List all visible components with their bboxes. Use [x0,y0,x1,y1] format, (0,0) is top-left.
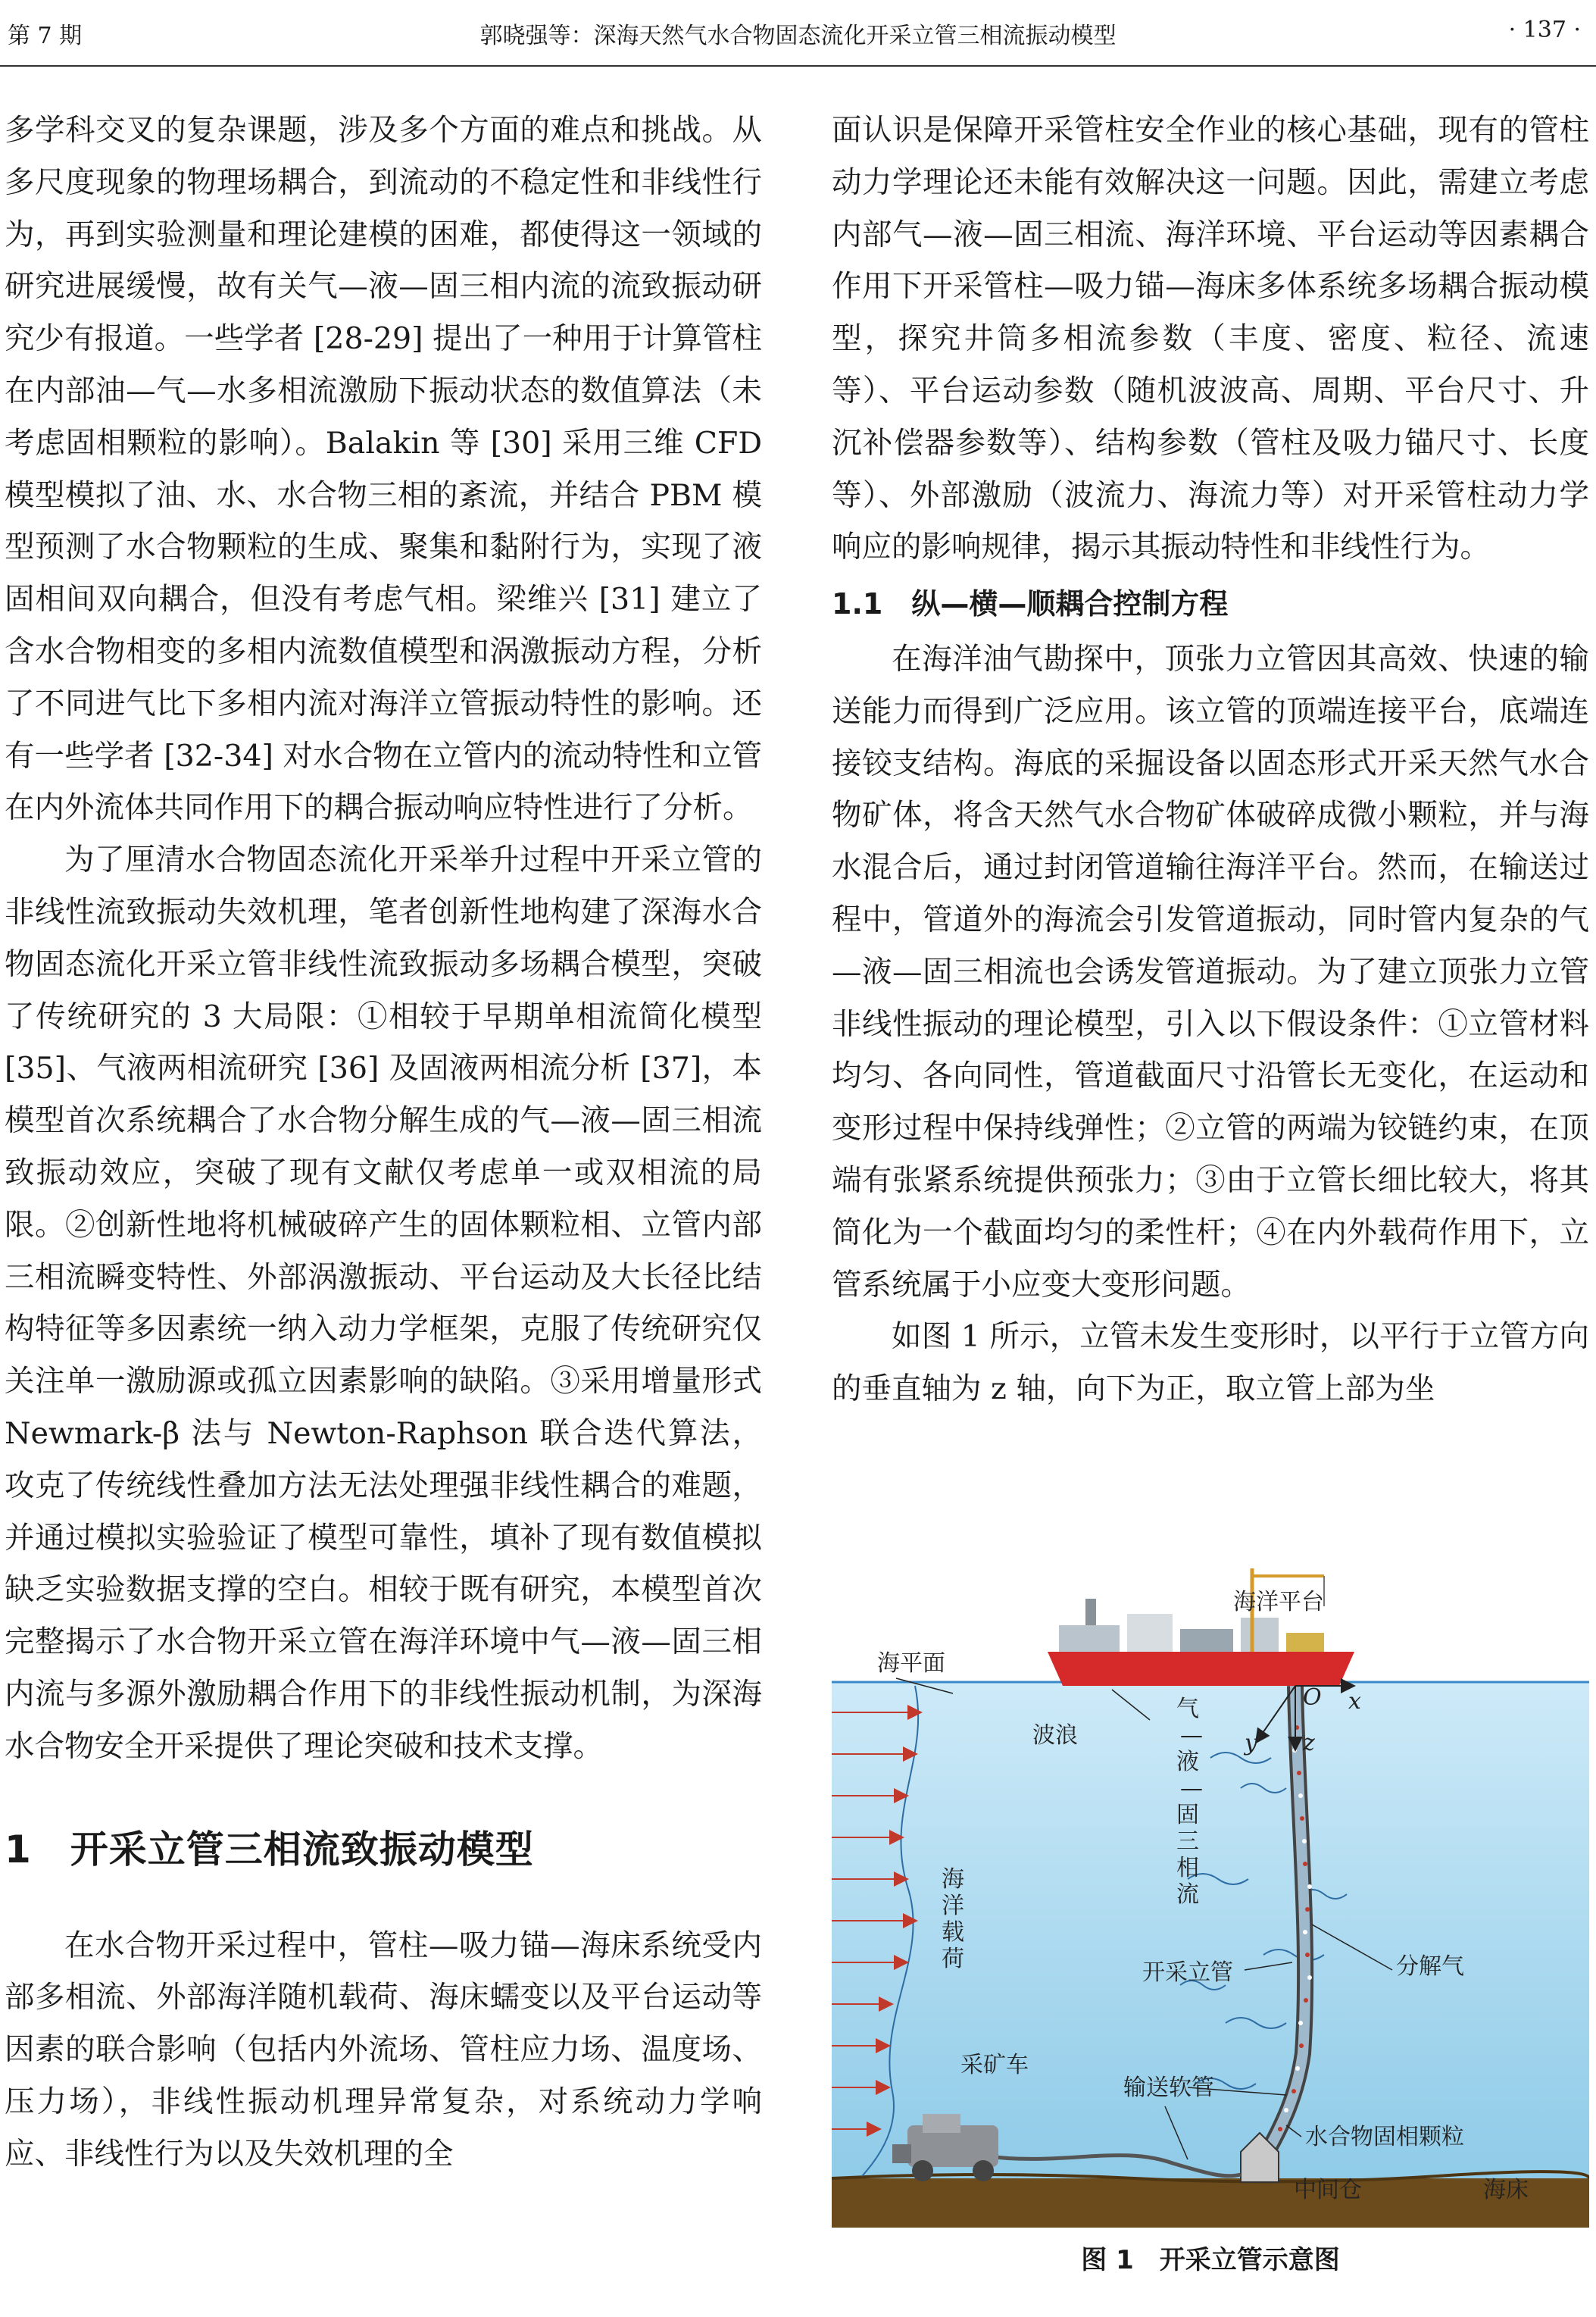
body-paragraph: 在海洋油气勘探中，顶张力立管因其高效、快速的输送能力而得到广泛应用。该立管的顶端连接平台，底端连接铰支结构。海底的采掘设备以固态形式开采天然气水合物矿体，将含天然气水合物矿体破碎成微小颗粒，并与海水混合后，通过封闭管道输往海洋平台。然而，在输送过程中，管道外的海流会引发管道振动，同时管内复杂的气—液—固三相流也会诱发管道振动。为了建立顶张力立管非线性振动的理论模型，引入以下假设条件：①立管材料均匀、各向同性，管道截面尺寸沿管长无变化，在运动和变形过程中保持线弹性；②立管的两端为铰链约束，在顶端有张紧系统提供预张力；③由于立管长细比较大，将其简化为一个截面均匀的柔性杆；④在内外载荷作用下，立管系统属于小应变大变形问题。 [832,641,1589,1302]
header-rule [0,65,1596,67]
running-header [0,0,1596,67]
ocean-platform [1048,1568,1354,1686]
body-paragraph: 多学科交叉的复杂课题，涉及多个方面的难点和挑战。从多尺度现象的物理场耦合，到流动的不稳定性和非线性行为，再到实验测量和理论建模的困难，都使得这一领域的研究进展缓慢，故有关气—液—固三相内流的流致振动研究少有报道。一些学者 [28-29] 提出了一种用于计算管柱在内部油—气—水多相流激励下振动状态的数值算法（未考虑固相颗粒的影响）。Balakin 等 [30] 采用三维 CFD 模型模拟了油、水、水合物三相的紊流，并结合 PBM 模型预测了水合物颗粒的生成、聚集和黏附行为，实现了液固相间双向耦合，但没有考虑气相。梁维兴 [31] 建立了含水合物相变的多相内流数值模型和涡激振动方程，分析了不同进气比下多相内流对海洋立管振动特性的影响。还有一些学者 [32-34] 对水合物在立管内的流动特性和立管在内外流体共同作用下的耦合振动响应特性进行了分析。 [5,113,762,826]
label-seabed: 海床 [1483,2177,1529,2203]
riser-diagram-svg [832,1561,1589,2228]
label-char: 流 [1176,1881,1199,1908]
page-number: · 137 · [1508,17,1581,43]
label-axis-z: z [1303,1730,1315,1756]
seabed [832,2178,1589,2228]
label-char: 荷 [942,1946,964,1972]
label-char: 洋 [942,1893,964,1919]
label-char: 海 [942,1866,964,1893]
section-heading: 1 开采立管三相流致振动模型 [5,1827,534,1871]
label-char: 气 [1176,1696,1199,1722]
label-axis-o: O [1303,1684,1322,1711]
label-axis-y: y [1245,1730,1257,1756]
figure-riser-diagram [832,1561,1589,2228]
label-char: 载 [942,1919,964,1946]
label-char: 相 [1176,1855,1199,1881]
body-paragraph: 面认识是保障开采管柱安全作业的核心基础，现有的管柱动力学理论还未能有效解决这一问题。因此，需建立考虑内部气—液—固三相流、海洋环境、平台运动等因素耦合作用下开采管柱—吸力锚—海床多体系统多场耦合振动模型，探究井筒多相流参数（丰度、密度、粒径、流速等）、平台运动参数（随机波波高、周期、平台尺寸、升沉补偿器参数等）、结构参数（管柱及吸力锚尺寸、长度等）、外部激励（波流力、海流力等）对开采管柱动力学响应的影响规律，揭示其振动特性和非线性行为。 [832,113,1589,565]
right-column [832,105,1589,1415]
subsection-heading: 1.1 纵—横—顺耦合控制方程 [832,587,1229,621]
body-paragraph: 为了厘清水合物固态流化开采举升过程中开采立管的非线性流致振动失效机理，笔者创新性地构建了深海水合物固态流化开采立管非线性流致振动多场耦合模型，突破了传统研究的 3 大局限：①相较于早期单相流简化模型 [35]、气液两相流研究 [36] 及固液两相流分析 [37]，本模型首次系统耦合了水合物分解生成的气—液—固三相流致振动效应，突破了现有文献仅考虑单一或双相流的局限。②创新性地将机械破碎产生的固体颗粒相、立管内部三相流瞬变特性、外部涡激振动、平台运动及大长径比结构特征等多因素统一纳入动力学框架，克服了传统研究仅关注单一激励源或孤立因素影响的缺陷。③采用增量形式 Newmark-β 法与 Newton-Raphson 联合迭代算法，攻克了传统线性叠加方法无法处理强非线性耦合的难题，并通过模拟实验验证了模型可靠性，填补了现有数值模拟缺乏实验数据支撑的空白。相较于既有研究，本模型首次完整揭示了水合物开采立管在海洋环境中气—液—固三相内流与多源外激励耦合作用下的非线性振动机制，为深海水合物安全开采提供了理论突破和技术支撑。 [5,843,762,1764]
label-hose: 输送软管 [1123,2075,1214,2101]
label-platform: 海洋平台 [1233,1589,1324,1615]
label-wave: 波浪 [1032,1722,1078,1749]
label-miner: 采矿车 [960,2052,1029,2078]
label-particles: 水合物固相颗粒 [1305,2124,1464,2150]
figure-caption: 图 1 开采立管示意图 [1081,2245,1340,2275]
label-axis-x: x [1348,1688,1361,1715]
label-ocean-load [942,1866,964,1972]
issue-number: 第 7 期 [8,23,83,49]
running-title: 郭晓强等：深海天然气水合物固态流化开采立管三相流振动模型 [479,23,1117,49]
label-char: — [1180,1775,1203,1802]
left-column [5,105,762,2180]
label-riser: 开采立管 [1142,1959,1233,1986]
label-char: — [1180,1722,1203,1749]
label-char: 三 [1176,1828,1199,1855]
label-gas: 分解气 [1396,1953,1464,1980]
label-silo: 中间仓 [1294,2177,1362,2203]
label-three-phase-flow [1176,1696,1203,1908]
label-sea-level: 海平面 [877,1650,945,1677]
label-char: 固 [1176,1802,1199,1828]
label-char: 液 [1176,1749,1199,1775]
body-paragraph: 如图 1 所示，立管未发生变形时，以平行于立管方向的垂直轴为 z 轴，向下为正，取立管上部为坐 [832,1319,1589,1407]
body-paragraph: 在水合物开采过程中，管柱—吸力锚—海床系统受内部多相流、外部海洋随机载荷、海床蠕变以及平台运动等因素的联合影响（包括内外流场、管柱应力场、温度场、压力场），非线性振动机理异常复杂，对系统动力学响应、非线性行为以及失效机理的全 [5,1928,762,2172]
